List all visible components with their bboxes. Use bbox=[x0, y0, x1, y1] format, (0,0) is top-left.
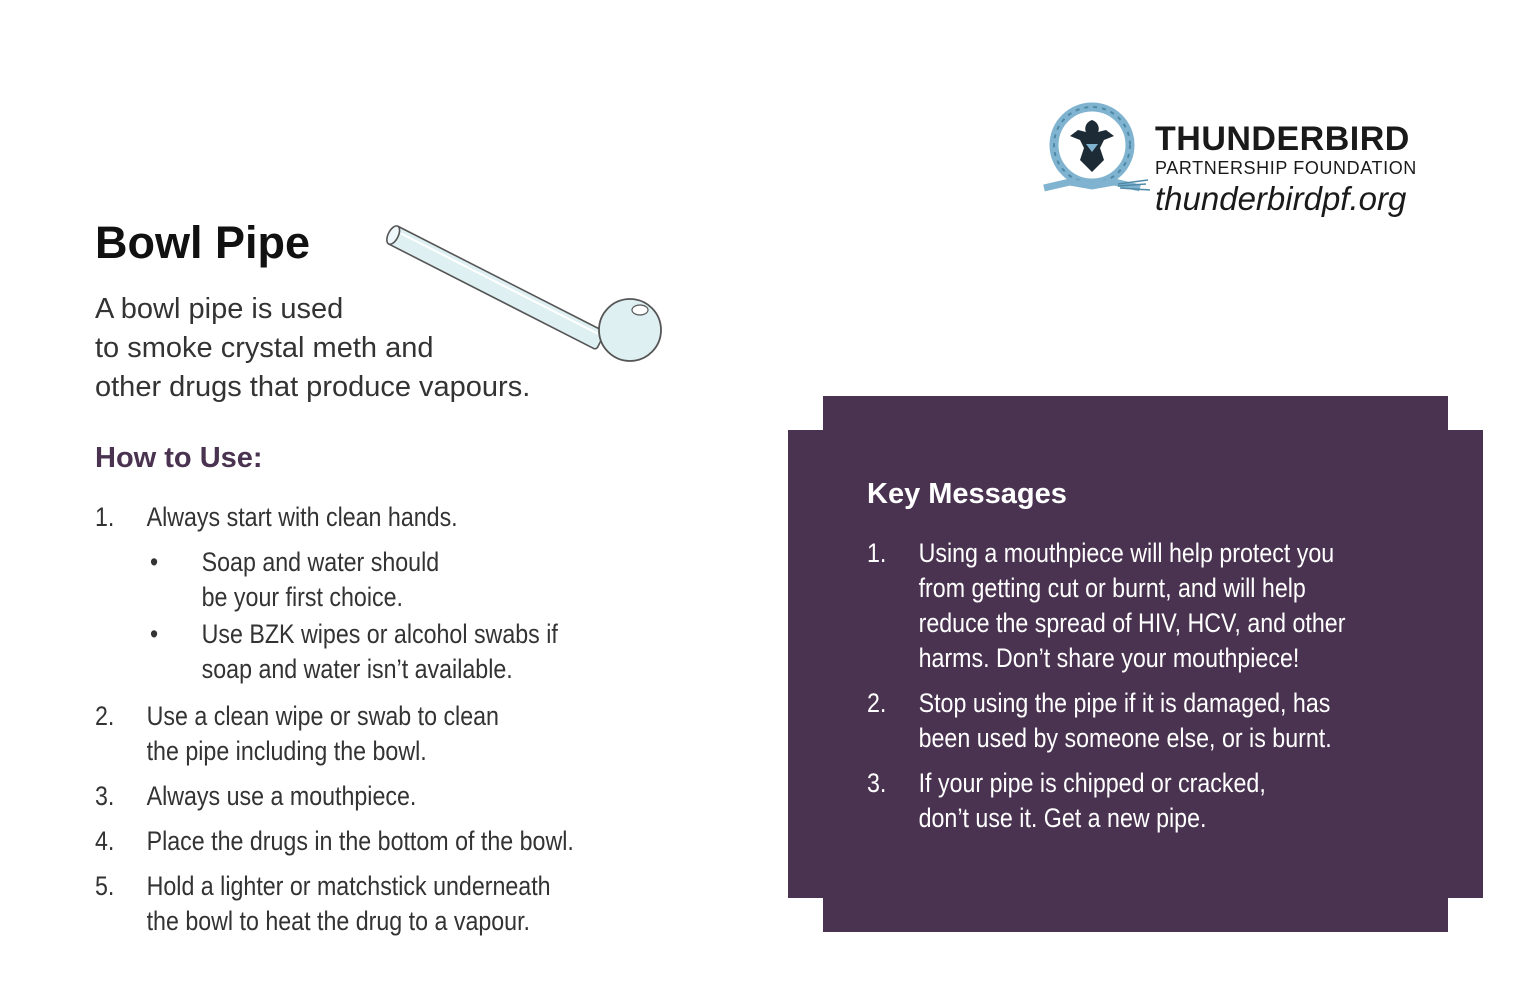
key-message-text: reduce the spread of HIV, HCV, and other bbox=[918, 608, 1346, 638]
step-item bbox=[95, 500, 611, 689]
intro-line: A bowl pipe is used bbox=[95, 293, 344, 325]
key-message-number: 2. bbox=[867, 688, 887, 718]
bullet-text: Soap and water should bbox=[201, 547, 440, 577]
key-message-text: been used by someone else, or is burnt. bbox=[918, 723, 1332, 753]
thunderbird-logo bbox=[1040, 100, 1440, 230]
page-title: Bowl Pipe bbox=[95, 217, 311, 268]
key-messages-heading: Key Messages bbox=[867, 478, 1067, 510]
key-message-text: don’t use it. Get a new pipe. bbox=[918, 803, 1207, 833]
key-message-text: If your pipe is chipped or cracked, bbox=[918, 768, 1266, 798]
step-item bbox=[95, 869, 611, 939]
logo-subtitle: PARTNERSHIP FOUNDATION bbox=[1155, 158, 1417, 178]
intro-text bbox=[95, 290, 655, 407]
step-number: 5. bbox=[95, 871, 115, 901]
key-message-item bbox=[867, 766, 1383, 836]
step-number: 4. bbox=[95, 826, 115, 856]
key-message-item bbox=[867, 686, 1383, 756]
step-text: the pipe including the bowl. bbox=[146, 736, 427, 766]
step-text: Place the drugs in the bottom of the bowl. bbox=[146, 826, 574, 856]
intro-line: other drugs that produce vapours. bbox=[95, 371, 531, 403]
how-to-heading: How to Use: bbox=[95, 442, 263, 474]
step-text: Hold a lighter or matchstick underneath bbox=[146, 871, 551, 901]
thunderbird-emblem-icon bbox=[1040, 100, 1152, 200]
key-message-text: harms. Don’t share your mouthpiece! bbox=[918, 643, 1300, 673]
key-message-number: 1. bbox=[867, 538, 887, 568]
bullet-text: soap and water isn’t available. bbox=[201, 654, 513, 684]
step-item bbox=[95, 824, 611, 859]
key-message-text: Using a mouthpiece will help protect you bbox=[918, 538, 1335, 568]
step-number: 2. bbox=[95, 701, 115, 731]
step-text: Use a clean wipe or swab to clean bbox=[146, 701, 499, 731]
step-text: the bowl to heat the drug to a vapour. bbox=[146, 906, 531, 936]
bullet-text: be your first choice. bbox=[201, 582, 403, 612]
bullet-icon: • bbox=[150, 619, 159, 649]
step-text: Always start with clean hands. bbox=[146, 502, 458, 532]
key-message-text: Stop using the pipe if it is damaged, has bbox=[918, 688, 1331, 718]
key-message-item bbox=[867, 536, 1383, 676]
bullet-icon: • bbox=[150, 547, 159, 577]
step-item bbox=[95, 699, 611, 769]
intro-line: to smoke crystal meth and bbox=[95, 332, 434, 364]
step-item bbox=[95, 779, 611, 814]
bullet-item bbox=[147, 617, 611, 687]
step-bullets bbox=[147, 545, 611, 687]
key-message-text: from getting cut or burnt, and will help bbox=[918, 573, 1306, 603]
bullet-text: Use BZK wipes or alcohol swabs if bbox=[201, 619, 558, 649]
step-number: 3. bbox=[95, 781, 115, 811]
step-text: Always use a mouthpiece. bbox=[146, 781, 417, 811]
key-messages-list bbox=[867, 536, 1383, 846]
bullet-item bbox=[147, 545, 611, 615]
how-to-steps bbox=[95, 500, 611, 949]
key-message-number: 3. bbox=[867, 768, 887, 798]
logo-name: THUNDERBIRD bbox=[1155, 120, 1410, 158]
step-number: 1. bbox=[95, 502, 115, 532]
logo-url: thunderbirdpf.org bbox=[1155, 180, 1407, 217]
